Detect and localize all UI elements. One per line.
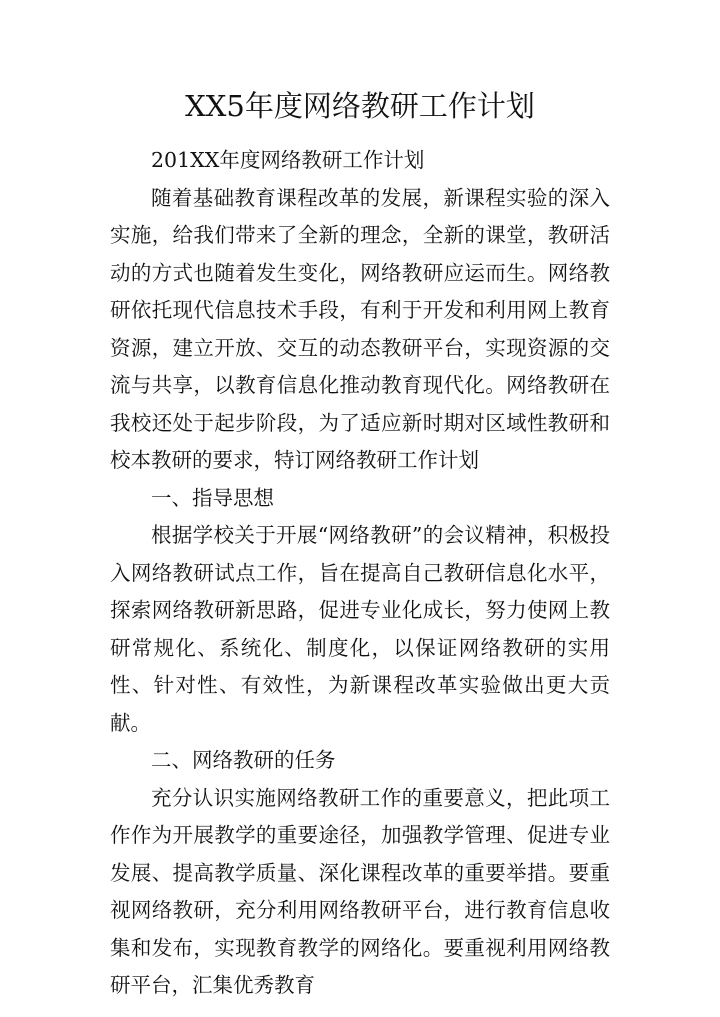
section-text-guiding-ideology: 根据学校关于开展“网络教研”的会议精神，积极投入网络教研试点工作，旨在提高自己教研信息化水平，探索网络教研新思路，促进专业化成长，努力使网上教研常规化、系统化、制度化，以保证网络教研的实用性、针对性、有效性，为新课程改革实验做出更大贡献。 [110,523,610,735]
document-subtitle: 201XX年度网络教研工作计划 [151,148,425,172]
section-heading-guiding-ideology: 一、指导思想 [151,485,274,510]
document-title: XX5年度网络教研工作计划 [185,89,535,123]
document-body [110,142,610,1005]
section-heading-tasks: 二、网络教研的任务 [151,748,336,772]
intro-paragraph: 随着基础教育课程改革的发展，新课程实验的深入实施，给我们带来了全新的理念，全新的课堂，教研活动的方式也随着发生变化，网络教研应运而生。网络教研依托现代信息技术手段，有利于开发和利用网上教育资源，建立开放、交互的动态教研平台，实现资源的交流与共享，以教育信息化推动教育现代化。网络教研在我校还处于起步阶段，为了适应新时期对区域性教研和校本教研的要求，特订网络教研工作计划 [110,185,610,472]
section-text-tasks: 充分认识实施网络教研工作的重要意义，把此项工作作为开展教学的重要途径，加强教学管理、促进专业发展、提高教学质量、深化课程改革的重要举措。要重视网络教研，充分利用网络教研平台，进行教育信息收集和发布，实现教育教学的网络化。要重视利用网络教研平台，汇集优秀教育 [110,785,610,997]
